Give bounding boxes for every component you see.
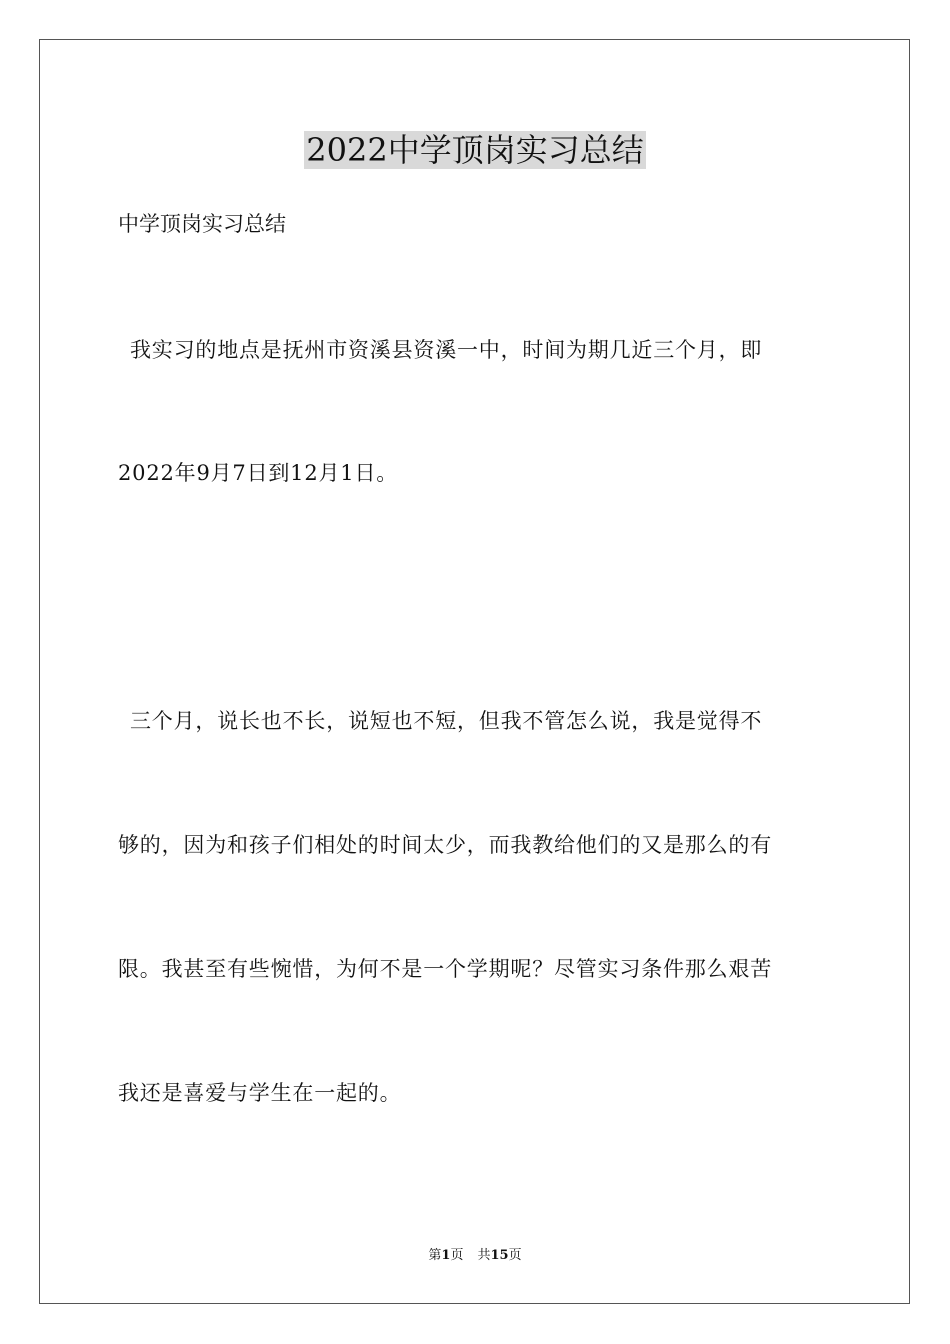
paragraph-line: 我实习的地点是抚州市资溪县资溪一中，时间为期几近三个月，即 (130, 338, 763, 362)
footer-page-mid: 页 (450, 1248, 464, 1263)
document-title-text: 2022中学顶岗实习总结 (306, 131, 644, 169)
document-subtitle: 中学顶岗实习总结 (118, 212, 286, 236)
paragraph-line: 2022年9月7日到12月1日。 (118, 461, 399, 485)
footer-page-total: 15 (490, 1248, 509, 1263)
paragraph-line: 我还是喜爱与学生在一起的。 (118, 1081, 402, 1105)
page-footer (0, 1247, 950, 1265)
footer-page-current: 1 (441, 1248, 451, 1263)
footer-total-suffix: 页 (508, 1248, 522, 1263)
paragraph-line: 够的，因为和孩子们相处的时间太少，而我教给他们的又是那么的有 (118, 833, 772, 857)
footer-page-prefix: 第 (428, 1248, 442, 1263)
paragraph-line: 三个月，说长也不长，说短也不短，但我不管怎么说，我是觉得不 (130, 709, 763, 733)
document-title (0, 128, 950, 172)
paragraph-line: 限。我甚至有些惋惜，为何不是一个学期呢？尽管实习条件那么艰苦 (118, 957, 772, 981)
footer-total-prefix: 共 (477, 1248, 491, 1263)
